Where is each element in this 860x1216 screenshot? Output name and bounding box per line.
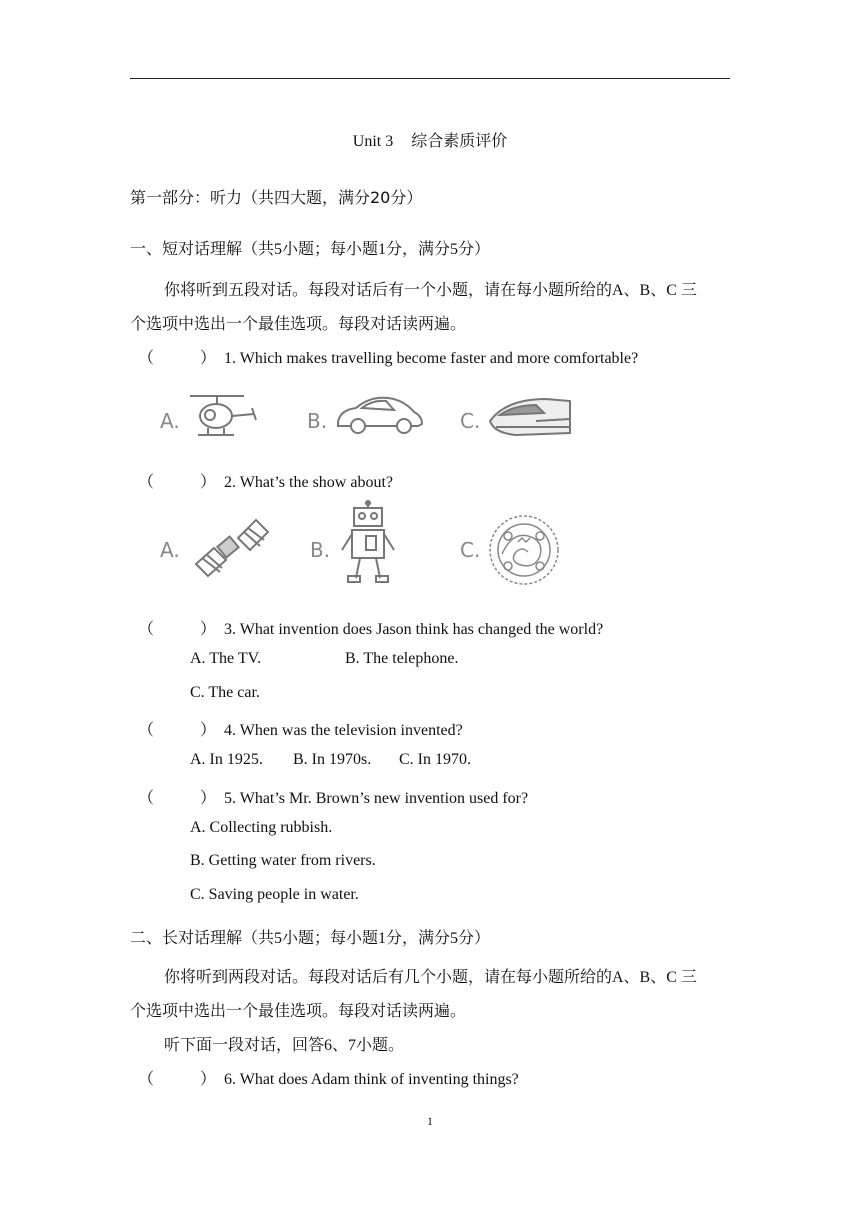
question-text: 1. Which makes travelling become faster and more comfortable? — [224, 350, 639, 367]
robot-icon — [336, 500, 400, 588]
option-label-c: C. — [460, 538, 481, 562]
section2-heading: 二、长对话理解 — [130, 928, 243, 947]
question-4-option-c: C. In 1970. — [399, 751, 471, 768]
page-title — [0, 128, 860, 151]
question-3-option-c: C. The car. — [190, 684, 260, 701]
header-rule — [130, 78, 730, 79]
question-5-option-a: A. Collecting rubbish. — [190, 819, 333, 836]
option-label-b: B. — [307, 409, 328, 433]
question-text: 3. What invention does Jason think has changed the world? — [224, 621, 604, 638]
question-3 — [138, 616, 603, 639]
answer-blank-close: ） — [200, 350, 217, 367]
helicopter-icon — [186, 388, 262, 444]
option-label-a: A. — [160, 538, 180, 562]
question-4-option-a: A. In 1925. — [190, 751, 263, 768]
option-label-c: C. — [460, 409, 481, 433]
question-4 — [138, 717, 463, 740]
question-text: 4. When was the television invented? — [224, 722, 463, 739]
answer-blank-open[interactable]: （ — [138, 350, 155, 367]
page-number: 1 — [427, 1114, 433, 1128]
dragon-papercut-icon — [488, 514, 560, 586]
question-4-option-b: B. In 1970s. — [293, 751, 372, 768]
question-3-option-a: A. The TV. — [190, 650, 262, 667]
section2-instruction-line1: 你将听到两段对话。每段对话后有几个小题，请在每小题所给的A、B、C 三 — [164, 969, 697, 986]
option-label-b: B. — [310, 538, 331, 562]
question-text: 6. What does Adam think of inventing things? — [224, 1071, 519, 1088]
answer-blank-close: ） — [200, 621, 217, 638]
question-text: 2. What’s the show about? — [224, 474, 394, 491]
question-5-option-b: B. Getting water from rivers. — [190, 852, 376, 869]
question-text: 5. What’s Mr. Brown’s new invention used for? — [224, 790, 529, 807]
question-3-option-b: B. The telephone. — [345, 650, 459, 667]
answer-blank-open[interactable]: （ — [138, 474, 155, 491]
question-5 — [138, 785, 528, 808]
title-text: 综合素质评价 — [411, 133, 508, 150]
section1-heading: 一、短对话理解 — [130, 239, 243, 258]
question-6 — [138, 1066, 519, 1089]
section2-instruction-line2: 个选项中选出一个最佳选项。每段对话读两遍。 — [130, 1003, 467, 1020]
question-1 — [138, 345, 638, 368]
section1-heading-line — [130, 236, 490, 259]
section2-note: （共5小题；每小题1分，满分5分） — [242, 930, 491, 947]
answer-blank-close: ） — [200, 474, 217, 491]
unit-label: Unit 3 — [352, 133, 394, 150]
section2-heading-line — [130, 925, 490, 948]
answer-blank-close: ） — [200, 1071, 217, 1088]
answer-blank-open[interactable]: （ — [138, 1071, 155, 1088]
question-2 — [138, 469, 393, 492]
answer-blank-close: ） — [200, 722, 217, 739]
high-speed-train-icon — [486, 391, 574, 441]
question-5-option-c: C. Saving people in water. — [190, 886, 359, 903]
section1-instruction-line2: 个选项中选出一个最佳选项。每段对话读两遍。 — [130, 316, 467, 333]
answer-blank-open[interactable]: （ — [138, 722, 155, 739]
section1-instruction-line1: 你将听到五段对话。每段对话后有一个小题，请在每小题所给的A、B、C 三 — [164, 282, 697, 299]
option-label-a: A. — [160, 409, 180, 433]
section1-note: （共5小题；每小题1分，满分5分） — [242, 241, 491, 258]
part1-heading: 第一部分：听力（共四大题，满分20分） — [130, 188, 423, 207]
section2-sub-instruction: 听下面一段对话，回答6、7小题。 — [164, 1037, 405, 1054]
answer-blank-open[interactable]: （ — [138, 621, 155, 638]
car-icon — [334, 392, 426, 438]
answer-blank-close: ） — [200, 790, 217, 807]
answer-blank-open[interactable]: （ — [138, 790, 155, 807]
satellite-icon — [192, 512, 272, 584]
